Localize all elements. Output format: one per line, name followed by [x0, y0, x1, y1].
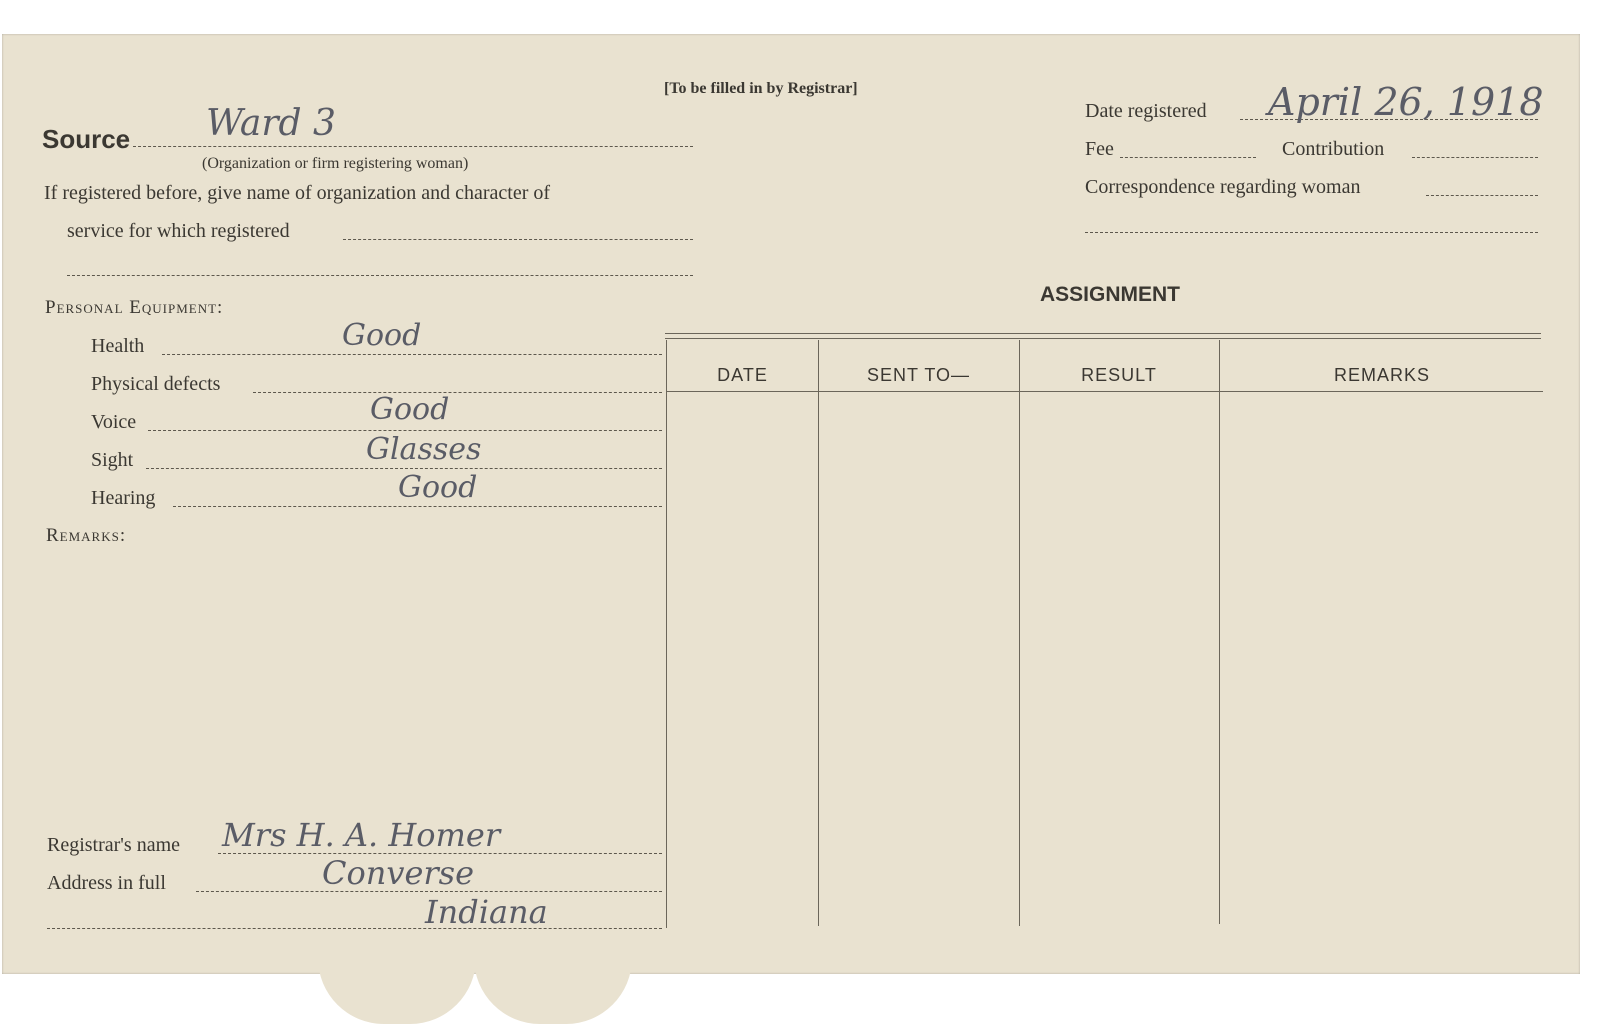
sight-line: [146, 468, 662, 469]
address-line-2: [47, 928, 662, 929]
assignment-left-border: [666, 340, 667, 928]
address-label: Address in full: [47, 872, 166, 894]
source-value[interactable]: Ward 3: [206, 103, 336, 144]
assignment-top-rule: [665, 333, 1541, 334]
physical-defects-label: Physical defects: [91, 373, 221, 395]
registrar-note: [To be filled in by Registrar]: [664, 80, 858, 97]
assignment-title: ASSIGNMENT: [1040, 283, 1181, 306]
correspondence-line[interactable]: [1426, 195, 1538, 196]
address-value-line2[interactable]: Indiana: [425, 893, 548, 931]
contribution-label: Contribution: [1282, 138, 1385, 160]
address-value-line1[interactable]: Converse: [322, 854, 475, 892]
assignment-col-sent-to: SENT TO—: [866, 365, 971, 385]
fee-label: Fee: [1085, 138, 1114, 160]
source-label: Source: [42, 124, 131, 154]
assignment-col-remarks: REMARKS: [1333, 365, 1430, 385]
registered-before-line[interactable]: [343, 239, 693, 240]
fee-line[interactable]: [1120, 157, 1256, 158]
registered-before-extra-line[interactable]: [67, 275, 693, 276]
source-line: [133, 146, 693, 147]
date-registered-value[interactable]: April 26, 1918: [1268, 80, 1544, 124]
hearing-label: Hearing: [91, 487, 156, 509]
personal-equipment-heading: Personal Equipment:: [45, 297, 224, 318]
date-registered-label: Date registered: [1085, 100, 1207, 122]
assignment-divider-1: [818, 340, 819, 926]
assignment-divider-3: [1219, 340, 1220, 924]
assignment-top-rule-2: [665, 338, 1541, 339]
voice-line: [148, 430, 662, 431]
physical-defects-line: [253, 392, 662, 393]
card-tab-right: [474, 958, 632, 1024]
correspondence-label: Correspondence regarding woman: [1085, 176, 1361, 198]
sight-value[interactable]: Glasses: [366, 432, 482, 467]
assignment-header-rule: [667, 391, 1543, 392]
hearing-line: [173, 506, 662, 507]
voice-label: Voice: [91, 411, 137, 433]
assignment-col-result: RESULT: [1081, 365, 1157, 385]
correspondence-line-2[interactable]: [1085, 232, 1538, 233]
contribution-line[interactable]: [1412, 157, 1538, 158]
registered-before-line1: If registered before, give name of organization and character of: [44, 182, 551, 204]
card-tab-left: [318, 958, 476, 1024]
source-caption: (Organization or firm registering woman): [202, 155, 469, 172]
registrar-name-label: Registrar's name: [47, 834, 181, 856]
assignment-col-date: DATE: [717, 365, 768, 385]
health-value[interactable]: Good: [342, 318, 422, 353]
registrar-name-value[interactable]: Mrs H. A. Homer: [222, 816, 501, 854]
health-line: [162, 354, 662, 355]
health-label: Health: [91, 335, 145, 357]
registered-before-line2: service for which registered: [67, 220, 290, 242]
assignment-divider-2: [1019, 340, 1020, 926]
sight-label: Sight: [91, 449, 134, 471]
remarks-label: Remarks:: [46, 525, 127, 546]
hearing-value[interactable]: Good: [398, 470, 478, 505]
voice-value[interactable]: Good: [370, 392, 450, 427]
